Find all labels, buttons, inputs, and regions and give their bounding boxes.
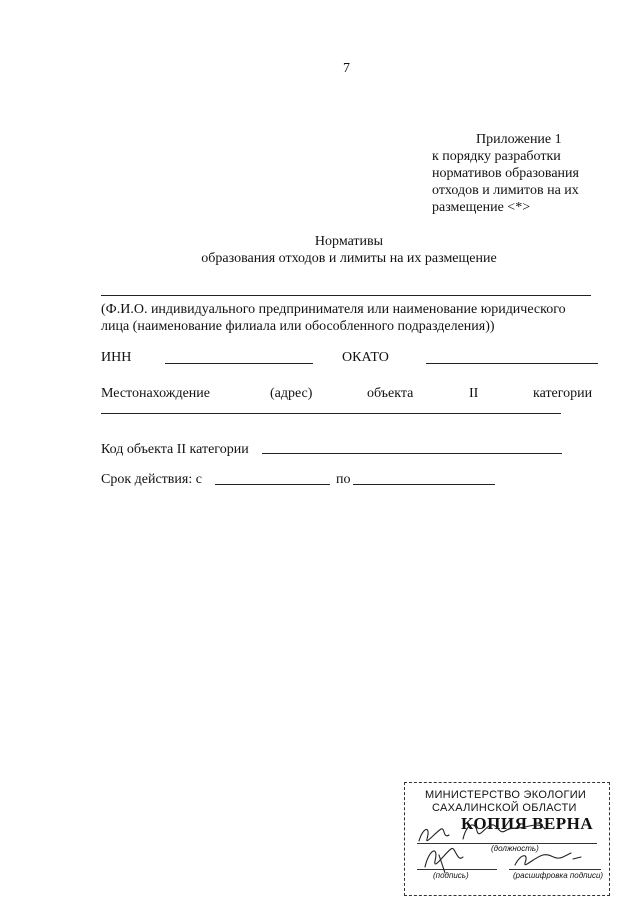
- handwritten-signature-icon: [405, 783, 611, 897]
- location-word: II: [469, 386, 479, 401]
- okato-field[interactable]: [426, 363, 598, 364]
- object-code-label: Код объекта II категории: [101, 442, 249, 457]
- certification-stamp: [404, 782, 610, 896]
- document-subtitle: образования отходов и лимиты на их размещение: [201, 251, 497, 266]
- object-code-field[interactable]: [262, 453, 562, 454]
- appendix-line: Приложение 1: [476, 132, 562, 147]
- entity-caption-line2: лица (наименование филиала или обособленного подразделения)): [101, 319, 495, 334]
- stamp-ministry: МИНИСТЕРСТВО ЭКОЛОГИИ: [425, 789, 587, 801]
- stamp-position-caption: (должность): [491, 844, 539, 853]
- location-word: Местонахождение: [101, 386, 211, 401]
- validity-to-field[interactable]: [353, 484, 495, 485]
- validity-label: Срок действия: с: [101, 472, 202, 487]
- appendix-line: к порядку разработки: [432, 149, 561, 164]
- appendix-block: [432, 131, 607, 216]
- stamp-copy-true: КОПИЯ ВЕРНА: [461, 814, 594, 833]
- appendix-line: нормативов образования: [432, 166, 579, 181]
- appendix-line: отходов и лимитов на их: [432, 183, 579, 198]
- stamp-region: САХАЛИНСКОЙ ОБЛАСТИ: [432, 802, 577, 814]
- location-field[interactable]: [101, 413, 561, 414]
- location-word: (адрес): [270, 386, 313, 401]
- inn-label: ИНН: [101, 350, 132, 365]
- entity-name-line[interactable]: [101, 295, 591, 296]
- location-word: категории: [533, 386, 593, 401]
- location-word: объекта: [367, 386, 414, 401]
- stamp-signature-caption: (подпись): [433, 871, 469, 880]
- inn-field[interactable]: [165, 363, 313, 364]
- stamp-decoding-caption: (расшифровка подписи): [513, 871, 604, 880]
- appendix-line: размещение <*>: [432, 200, 531, 215]
- validity-to-label: по: [336, 472, 351, 487]
- document-title: Нормативы: [314, 234, 384, 249]
- validity-from-field[interactable]: [215, 484, 330, 485]
- okato-label: ОКАТО: [342, 350, 389, 365]
- page-number: 7: [343, 61, 350, 76]
- entity-caption-line1: (Ф.И.О. индивидуального предпринимателя или наименование юридического: [101, 302, 566, 317]
